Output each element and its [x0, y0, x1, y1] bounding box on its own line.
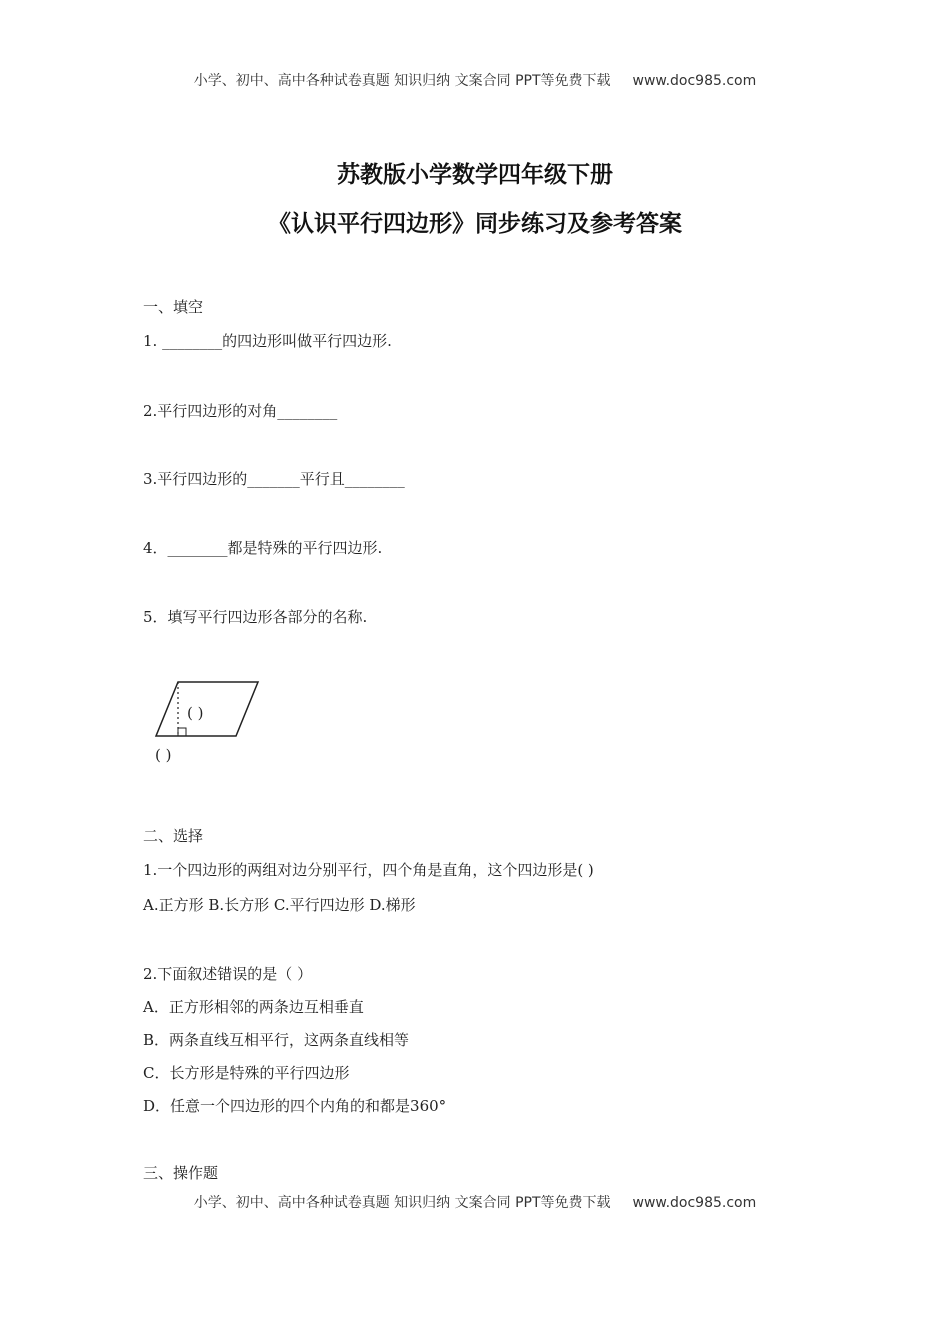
- height-label-blank: ( ): [187, 704, 204, 722]
- s2-question-2-option-d: D．任意一个四边形的四个内角的和都是360°: [143, 1097, 447, 1115]
- footer-url[interactable]: www.doc985.com: [632, 1195, 757, 1211]
- s2-question-2-option-c: C．长方形是特殊的平行四边形: [143, 1064, 350, 1082]
- base-label-blank: ( ): [155, 746, 172, 764]
- s1-question-1: 1. ________的四边形叫做平行四边形.: [143, 332, 392, 350]
- s2-question-2: 2.下面叙述错误的是（ ）: [143, 965, 313, 983]
- section-1-heading: 一、填空: [143, 298, 204, 316]
- page-header: [0, 70, 950, 90]
- right-angle-mark: [178, 728, 186, 736]
- parallelogram-shape: [156, 682, 258, 736]
- section-3-heading: 三、操作题: [143, 1164, 219, 1182]
- s1-question-3: 3.平行四边形的_______平行且________: [143, 470, 405, 488]
- s2-question-1-options: A.正方形 B.长方形 C.平行四边形 D.梯形: [143, 896, 416, 914]
- s2-question-2-option-b: B．两条直线互相平行，这两条直线相等: [143, 1031, 410, 1049]
- header-text: 小学、初中、高中各种试卷真题 知识归纳 文案合同 PPT等免费下载: [193, 73, 611, 89]
- parallelogram-diagram: [145, 672, 275, 772]
- s1-question-4: 4．________都是特殊的平行四边形.: [143, 539, 383, 557]
- s2-question-1: 1.一个四边形的两组对边分别平行，四个角是直角，这个四边形是( ): [143, 861, 594, 879]
- header-url[interactable]: www.doc985.com: [632, 73, 757, 89]
- footer-text: 小学、初中、高中各种试卷真题 知识归纳 文案合同 PPT等免费下载: [193, 1195, 611, 1211]
- page-footer: [0, 1192, 950, 1212]
- s2-question-2-option-a: A．正方形相邻的两条边互相垂直: [143, 998, 364, 1016]
- s1-question-5: 5．填写平行四边形各部分的名称.: [143, 608, 368, 626]
- title-line-2: 《认识平行四边形》同步练习及参考答案: [268, 211, 682, 237]
- s1-question-2: 2.平行四边形的对角________: [143, 402, 338, 420]
- parallelogram-figure: [145, 672, 275, 776]
- section-2-heading: 二、选择: [143, 827, 204, 845]
- title-line-1: 苏教版小学数学四年级下册: [337, 162, 613, 188]
